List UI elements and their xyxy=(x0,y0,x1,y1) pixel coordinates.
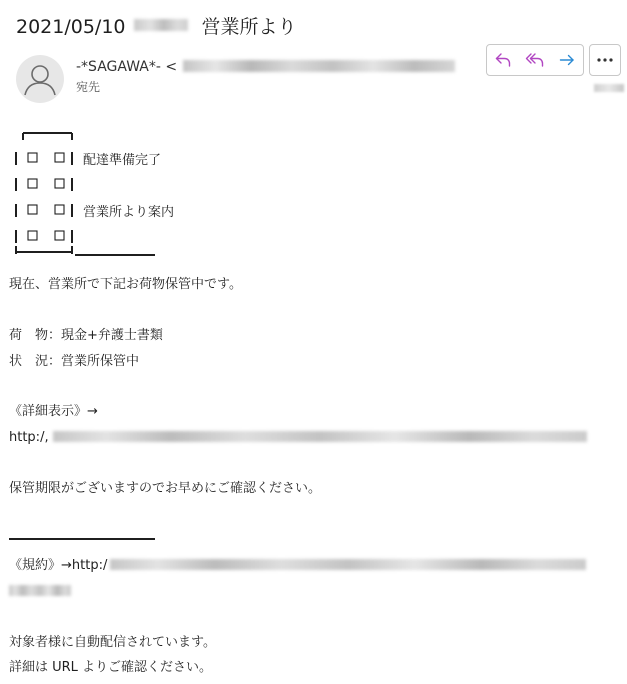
reply-button[interactable] xyxy=(487,45,519,75)
banner-info-text: 営業所より案内 xyxy=(83,205,175,220)
subject-date: 2021/05/10 xyxy=(16,16,126,38)
notice-banner xyxy=(9,120,621,266)
banner-status-text: 配達準備完了 xyxy=(83,153,162,168)
details-label: 《詳細表示》→ xyxy=(9,404,98,419)
url-check-note: 詳細は URL よりご確認ください。 xyxy=(9,660,213,675)
email-subject xyxy=(16,14,297,40)
more-icon xyxy=(596,57,614,63)
banner-frame xyxy=(15,132,75,256)
redacted-sender-address xyxy=(183,60,455,72)
auto-delivery-note: 対象者様に自動配信されています。 xyxy=(9,635,216,650)
sender-name: -*SAGAWA*- < xyxy=(76,59,178,75)
redacted-subject-text xyxy=(134,19,188,31)
redacted-terms-url-tail xyxy=(9,585,71,596)
message-body xyxy=(9,120,621,675)
status-line: 状 況：営業所保管中 xyxy=(9,354,140,369)
terms-label: 《規約》→http:/ xyxy=(9,558,108,573)
terms-link[interactable] xyxy=(9,557,586,575)
subject-suffix: 営業所より xyxy=(201,16,297,38)
package-line: 荷 物：現金+弁護士書類 xyxy=(9,328,163,343)
redacted-terms-url xyxy=(110,559,586,570)
banner-underline xyxy=(75,254,155,256)
sender-avatar[interactable] xyxy=(16,55,64,103)
terms-link-continued[interactable] xyxy=(9,583,71,601)
redacted-timestamp xyxy=(594,84,624,92)
more-actions-button[interactable] xyxy=(589,44,621,76)
recipient-label: 宛先 xyxy=(76,80,101,94)
details-url-prefix: http:/, xyxy=(9,430,49,445)
deadline-note: 保管期限がございますのでお早めにご確認ください。 xyxy=(9,481,322,496)
reply-all-button[interactable] xyxy=(519,45,551,75)
forward-icon xyxy=(558,51,576,69)
forward-button[interactable] xyxy=(551,45,583,75)
message-action-bar xyxy=(486,44,584,76)
details-link[interactable] xyxy=(9,429,587,447)
intro-text: 現在、営業所で下記お荷物保管中です。 xyxy=(9,277,242,292)
person-icon xyxy=(16,55,64,103)
sender-line[interactable] xyxy=(76,58,455,76)
reply-icon xyxy=(494,51,512,69)
section-divider xyxy=(9,538,155,540)
reply-all-icon xyxy=(525,51,545,69)
redacted-url xyxy=(53,431,587,442)
